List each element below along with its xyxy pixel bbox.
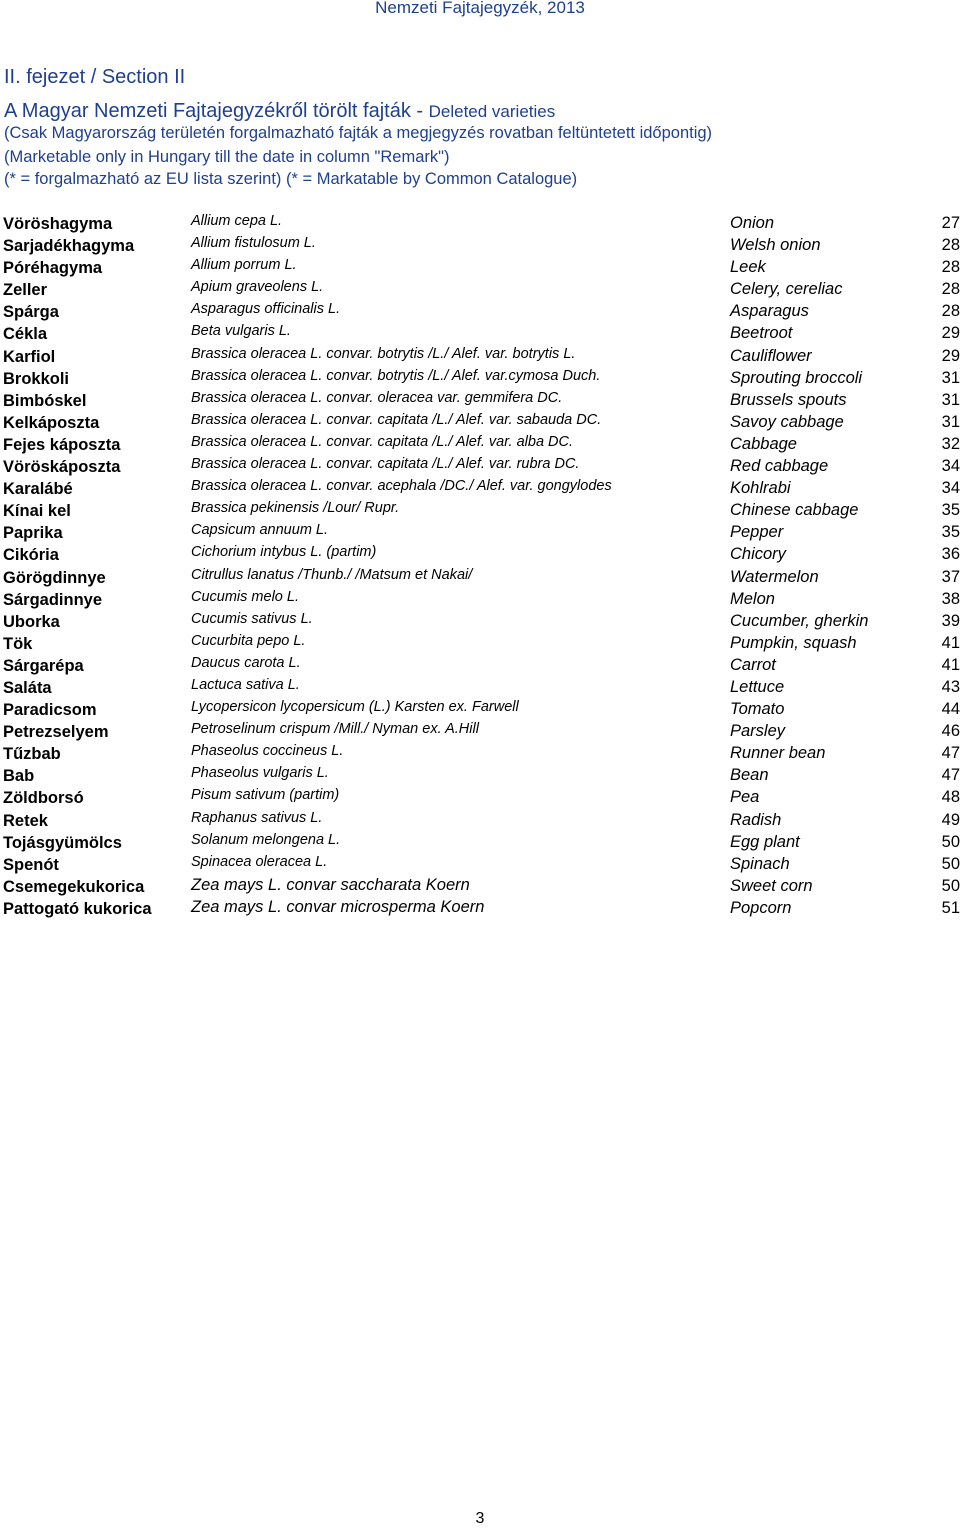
english-name: Watermelon (730, 567, 819, 586)
hungarian-name: Zeller (3, 281, 48, 300)
table-row (0, 633, 960, 655)
hungarian-name: Cékla (3, 325, 48, 344)
english-name: Cucumber, gherkin (730, 611, 869, 630)
hungarian-name: Tök (3, 634, 33, 653)
latin-name: Beta vulgaris L. (191, 323, 291, 340)
page-reference: 35 (941, 523, 960, 542)
section-heading (4, 100, 555, 123)
page-reference: 28 (941, 236, 960, 255)
table-row (0, 787, 960, 809)
table-row (0, 589, 960, 611)
hungarian-name: Petrezselyem (3, 723, 109, 742)
table-row (0, 655, 960, 677)
hungarian-name: Karalábé (3, 480, 73, 499)
running-header: Nemzeti Fajtajegyzék, 2013 (375, 0, 585, 17)
latin-name: Brassica pekinensis /Lour/ Rupr. (191, 500, 400, 517)
note-english: (Marketable only in Hungary till the date in column "Remark") (4, 148, 450, 166)
heading-hungarian: A Magyar Nemzeti Fajtajegyzékről törölt fajták - (4, 100, 429, 122)
english-name: Beetroot (730, 324, 793, 343)
english-name: Popcorn (730, 898, 792, 917)
page-reference: 36 (941, 545, 960, 564)
english-name: Runner bean (730, 744, 826, 763)
english-name: Cauliflower (730, 346, 812, 365)
hungarian-name: Kínai kel (3, 502, 71, 521)
page-reference: 49 (941, 810, 960, 829)
latin-name: Cucumis sativus L. (191, 610, 313, 627)
latin-name: Capsicum annuum L. (191, 522, 329, 539)
hungarian-name: Paprika (3, 524, 63, 543)
page-reference: 29 (941, 346, 960, 365)
table-row (0, 765, 960, 787)
hungarian-name: Retek (3, 811, 48, 830)
page-reference: 27 (941, 214, 960, 232)
hungarian-name: Zöldborsó (3, 789, 84, 808)
latin-name: Petroselinum crispum /Mill./ Nyman ex. A.Hill (191, 721, 479, 738)
page-reference: 44 (941, 700, 960, 719)
english-name: Sweet corn (730, 876, 813, 895)
page-reference: 37 (941, 567, 960, 586)
page-reference: 51 (941, 898, 960, 917)
english-name: Brussels spouts (730, 390, 847, 409)
latin-name: Lycopersicon lycopersicum (L.) Karsten ex. Farwell (191, 699, 519, 716)
page-reference: 41 (941, 633, 960, 652)
table-row (0, 544, 960, 566)
latin-name: Zea mays L. convar saccharata Koern (191, 875, 470, 894)
page-reference: 31 (941, 390, 960, 409)
latin-name: Cichorium intybus L. (partim) (191, 544, 377, 561)
table-row (0, 390, 960, 412)
latin-name: Apium graveolens L. (191, 279, 324, 296)
table-row (0, 810, 960, 832)
table-row (0, 832, 960, 854)
page-reference: 47 (941, 744, 960, 763)
page-reference: 48 (941, 788, 960, 807)
table-row (0, 235, 960, 257)
table-row (0, 699, 960, 721)
page-reference: 31 (941, 412, 960, 431)
table-row (0, 743, 960, 765)
hungarian-name: Brokkoli (3, 369, 70, 388)
hungarian-name: Paradicsom (3, 701, 97, 720)
hungarian-name: Tojásgyümölcs (3, 833, 122, 852)
latin-name: Brassica oleracea L. convar. botrytis /L./ Alef. var.cymosa Duch. (191, 367, 601, 384)
page-reference: 34 (941, 479, 960, 498)
species-table (0, 213, 960, 920)
hungarian-name: Bimbóskel (3, 391, 87, 410)
note-star-legend: (* = forgalmazható az EU lista szerint) (* = Markatable by Common Catalogue) (4, 170, 578, 188)
english-name: Asparagus (730, 302, 809, 321)
english-name: Melon (730, 589, 775, 608)
english-name: Celery, cereliac (730, 280, 843, 299)
latin-name: Cucumis melo L. (191, 588, 299, 605)
hungarian-name: Vöröshagyma (3, 215, 113, 233)
page-reference: 28 (941, 280, 960, 299)
english-name: Egg plant (730, 832, 800, 851)
table-row (0, 346, 960, 368)
page-reference: 50 (941, 854, 960, 873)
page-reference: 35 (941, 501, 960, 520)
latin-name: Cucurbita pepo L. (191, 632, 306, 649)
hungarian-name: Sarjadékhagyma (3, 237, 135, 256)
english-name: Leek (730, 258, 766, 277)
latin-name: Brassica oleracea L. convar. capitata /L./ Alef. var. rubra DC. (191, 456, 580, 473)
english-name: Savoy cabbage (730, 412, 844, 431)
english-name: Spinach (730, 854, 790, 873)
hungarian-name: Fejes káposzta (3, 435, 121, 454)
english-name: Radish (730, 810, 782, 829)
table-row (0, 721, 960, 743)
table-row (0, 567, 960, 589)
latin-name: Spinacea oleracea L. (191, 853, 328, 870)
english-name: Welsh onion (730, 236, 821, 255)
english-name: Chicory (730, 545, 786, 564)
latin-name: Allium fistulosum L. (191, 235, 316, 252)
page-reference: 34 (941, 457, 960, 476)
note-hungarian: (Csak Magyarország területén forgalmazható fajták a megjegyzés rovatban feltüntetett időpontig) (4, 124, 713, 142)
latin-name: Raphanus sativus L. (191, 809, 323, 826)
english-name: Kohlrabi (730, 479, 791, 498)
english-name: Cabbage (730, 434, 797, 453)
hungarian-name: Tűzbab (3, 745, 61, 764)
table-row (0, 478, 960, 500)
page-reference: 46 (941, 722, 960, 741)
hungarian-name: Saláta (3, 678, 52, 697)
table-row (0, 522, 960, 544)
latin-name: Zea mays L. convar microsperma Koern (191, 897, 485, 916)
table-row (0, 257, 960, 279)
english-name: Sprouting broccoli (730, 368, 863, 387)
page-reference: 32 (941, 434, 960, 453)
table-row (0, 854, 960, 876)
hungarian-name: Sárgarépa (3, 656, 84, 675)
english-name: Bean (730, 766, 769, 785)
latin-name: Daucus carota L. (191, 654, 301, 671)
hungarian-name: Uborka (3, 612, 60, 631)
latin-name: Brassica oleracea L. convar. capitata /L./ Alef. var. sabauda DC. (191, 411, 602, 428)
page-reference: 38 (941, 589, 960, 608)
hungarian-name: Karfiol (3, 347, 56, 366)
hungarian-name: Sárgadinnye (3, 590, 103, 609)
latin-name: Citrullus lanatus /Thunb./ /Matsum et Nakai/ (191, 566, 473, 583)
hungarian-name: Csemegekukorica (3, 877, 145, 896)
english-name: Onion (730, 214, 775, 232)
table-row (0, 279, 960, 301)
hungarian-name: Spárga (3, 303, 59, 322)
page-reference: 41 (941, 655, 960, 674)
page-reference: 50 (941, 832, 960, 851)
page-reference: 31 (941, 368, 960, 387)
hungarian-name: Bab (3, 767, 35, 786)
page-reference: 43 (941, 677, 960, 696)
page-reference: 47 (941, 766, 960, 785)
hungarian-name: Cikória (3, 546, 59, 565)
hungarian-name: Görögdinnye (3, 568, 106, 587)
section-title: II. fejezet / Section II (4, 66, 186, 88)
table-row (0, 456, 960, 478)
table-row (0, 301, 960, 323)
latin-name: Allium cepa L. (191, 213, 283, 229)
table-row (0, 323, 960, 345)
hungarian-name: Póréhagyma (3, 259, 103, 278)
table-row (0, 368, 960, 390)
page-number: 3 (475, 1510, 485, 1527)
latin-name: Pisum sativum (partim) (191, 787, 340, 804)
latin-name: Allium porrum L. (191, 257, 297, 274)
english-name: Pumpkin, squash (730, 633, 857, 652)
table-row (0, 213, 960, 235)
table-row (0, 500, 960, 522)
hungarian-name: Pattogató kukorica (3, 899, 152, 918)
table-row (0, 611, 960, 633)
latin-name: Lactuca sativa L. (191, 676, 300, 693)
english-name: Chinese cabbage (730, 501, 859, 520)
latin-name: Brassica oleracea L. convar. capitata /L./ Alef. var. alba DC. (191, 433, 574, 450)
latin-name: Solanum melongena L. (191, 831, 341, 848)
latin-name: Brassica oleracea L. convar. oleracea var. gemmifera DC. (191, 389, 563, 406)
page-reference: 28 (941, 258, 960, 277)
english-name: Pepper (730, 523, 784, 542)
heading-english: Deleted varieties (428, 102, 556, 121)
page-reference: 39 (941, 611, 960, 630)
latin-name: Phaseolus vulgaris L. (191, 765, 329, 782)
english-name: Lettuce (730, 677, 785, 696)
page-reference: 29 (941, 324, 960, 343)
latin-name: Phaseolus coccineus L. (191, 743, 344, 760)
table-row (0, 412, 960, 434)
table-row (0, 898, 960, 920)
hungarian-name: Spenót (3, 855, 59, 874)
english-name: Carrot (730, 655, 776, 674)
english-name: Pea (730, 788, 760, 807)
english-name: Parsley (730, 722, 786, 741)
english-name: Red cabbage (730, 457, 829, 476)
latin-name: Brassica oleracea L. convar. acephala /DC./ Alef. var. gongylodes (191, 478, 612, 495)
table-row (0, 434, 960, 456)
page-reference: 50 (941, 876, 960, 895)
table-row (0, 876, 960, 898)
table-row (0, 677, 960, 699)
latin-name: Brassica oleracea L. convar. botrytis /L./ Alef. var. botrytis L. (191, 345, 576, 362)
hungarian-name: Kelkáposzta (3, 413, 100, 432)
page-reference: 28 (941, 302, 960, 321)
latin-name: Asparagus officinalis L. (191, 301, 341, 318)
hungarian-name: Vöröskáposzta (3, 458, 121, 477)
english-name: Tomato (730, 700, 785, 719)
